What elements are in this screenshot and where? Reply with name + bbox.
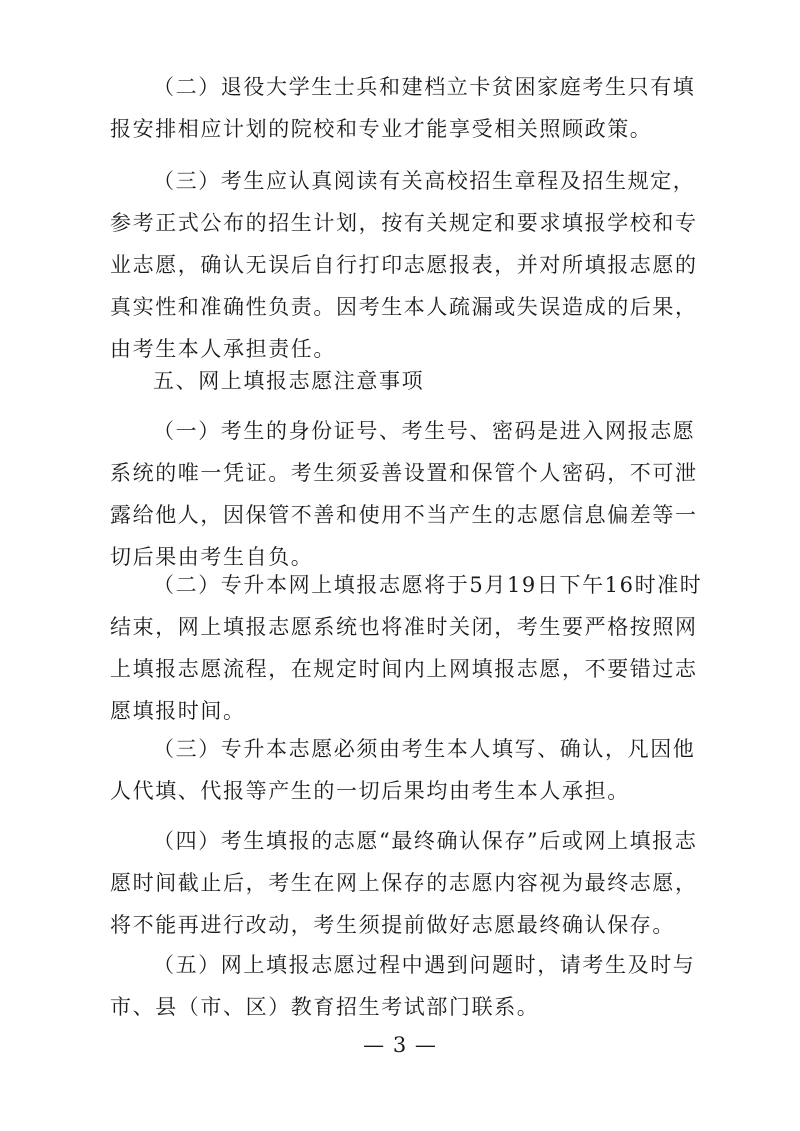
text-line: 业志愿，确认无误后自行打印志愿报表，并对所填报志愿的 [110,253,698,277]
paragraph-deadline [110,564,703,732]
text-line: （三）考生应认真阅读有关高校招生章程及招生规定， [153,169,696,193]
text-line: 上填报志愿流程，在规定时间内上网填报志愿，不要错过志 [110,657,698,681]
text-line: 人代填、代报等产生的一切后果均由考生本人承担。 [110,779,630,803]
text-line: （二）退役大学生士兵和建档立卡贫困家庭考生只有填 [153,75,696,99]
paragraph-self-fill [110,728,696,812]
text-line: 结束，网上填报志愿系统也将准时关闭，考生要严格按照网 [110,615,698,639]
text-line: （一）考生的身份证号、考生号、密码是进入网报志愿 [153,419,696,443]
paragraph-read-regulations [110,160,698,370]
paragraph-credentials [110,410,698,578]
section-heading: 五、网上填报志愿注意事项 [153,369,425,393]
text-line: 露给他人，因保管不善和使用不当产生的志愿信息偏差等一 [110,503,698,527]
text-line: （五）网上填报志愿过程中遇到问题时，请考生及时与 [153,953,696,977]
text-line: 将不能再进行改动，考生须提前做好志愿最终确认保存。 [110,913,675,937]
text-line: 愿时间截止后，考生在网上保存的志愿内容视为最终志愿， [110,871,698,895]
text-line: （二）专升本网上填报志愿将于5月19日下午16时准时 [153,573,703,597]
text-line: 参考正式公布的招生计划，按有关规定和要求填报学校和专 [110,211,698,235]
text-line: 报安排相应计划的院校和专业才能享受相关照顾政策。 [110,117,653,141]
text-line: （四）考生填报的志愿“最终确认保存”后或网上填报志 [153,829,698,853]
paragraph-contact [110,944,696,1028]
text-line: 切后果由考生自负。 [110,545,314,569]
paragraph-veteran-poverty [110,66,696,150]
paragraph-final-confirm [110,820,698,946]
text-line: 愿填报时间。 [110,699,246,723]
text-line: （三）专升本志愿必须由考生本人填写、确认，凡因他 [153,737,696,761]
page-number: — 3 — [363,1033,437,1057]
text-line: 由考生本人承担责任。 [110,337,336,361]
text-line: 市、县（市、区）教育招生考试部门联系。 [110,995,540,1019]
text-line: 真实性和准确性负责。因考生本人疏漏或失误造成的后果， [110,295,698,319]
text-line: 系统的唯一凭证。考生须妥善设置和保管个人密码，不可泄 [110,461,698,485]
